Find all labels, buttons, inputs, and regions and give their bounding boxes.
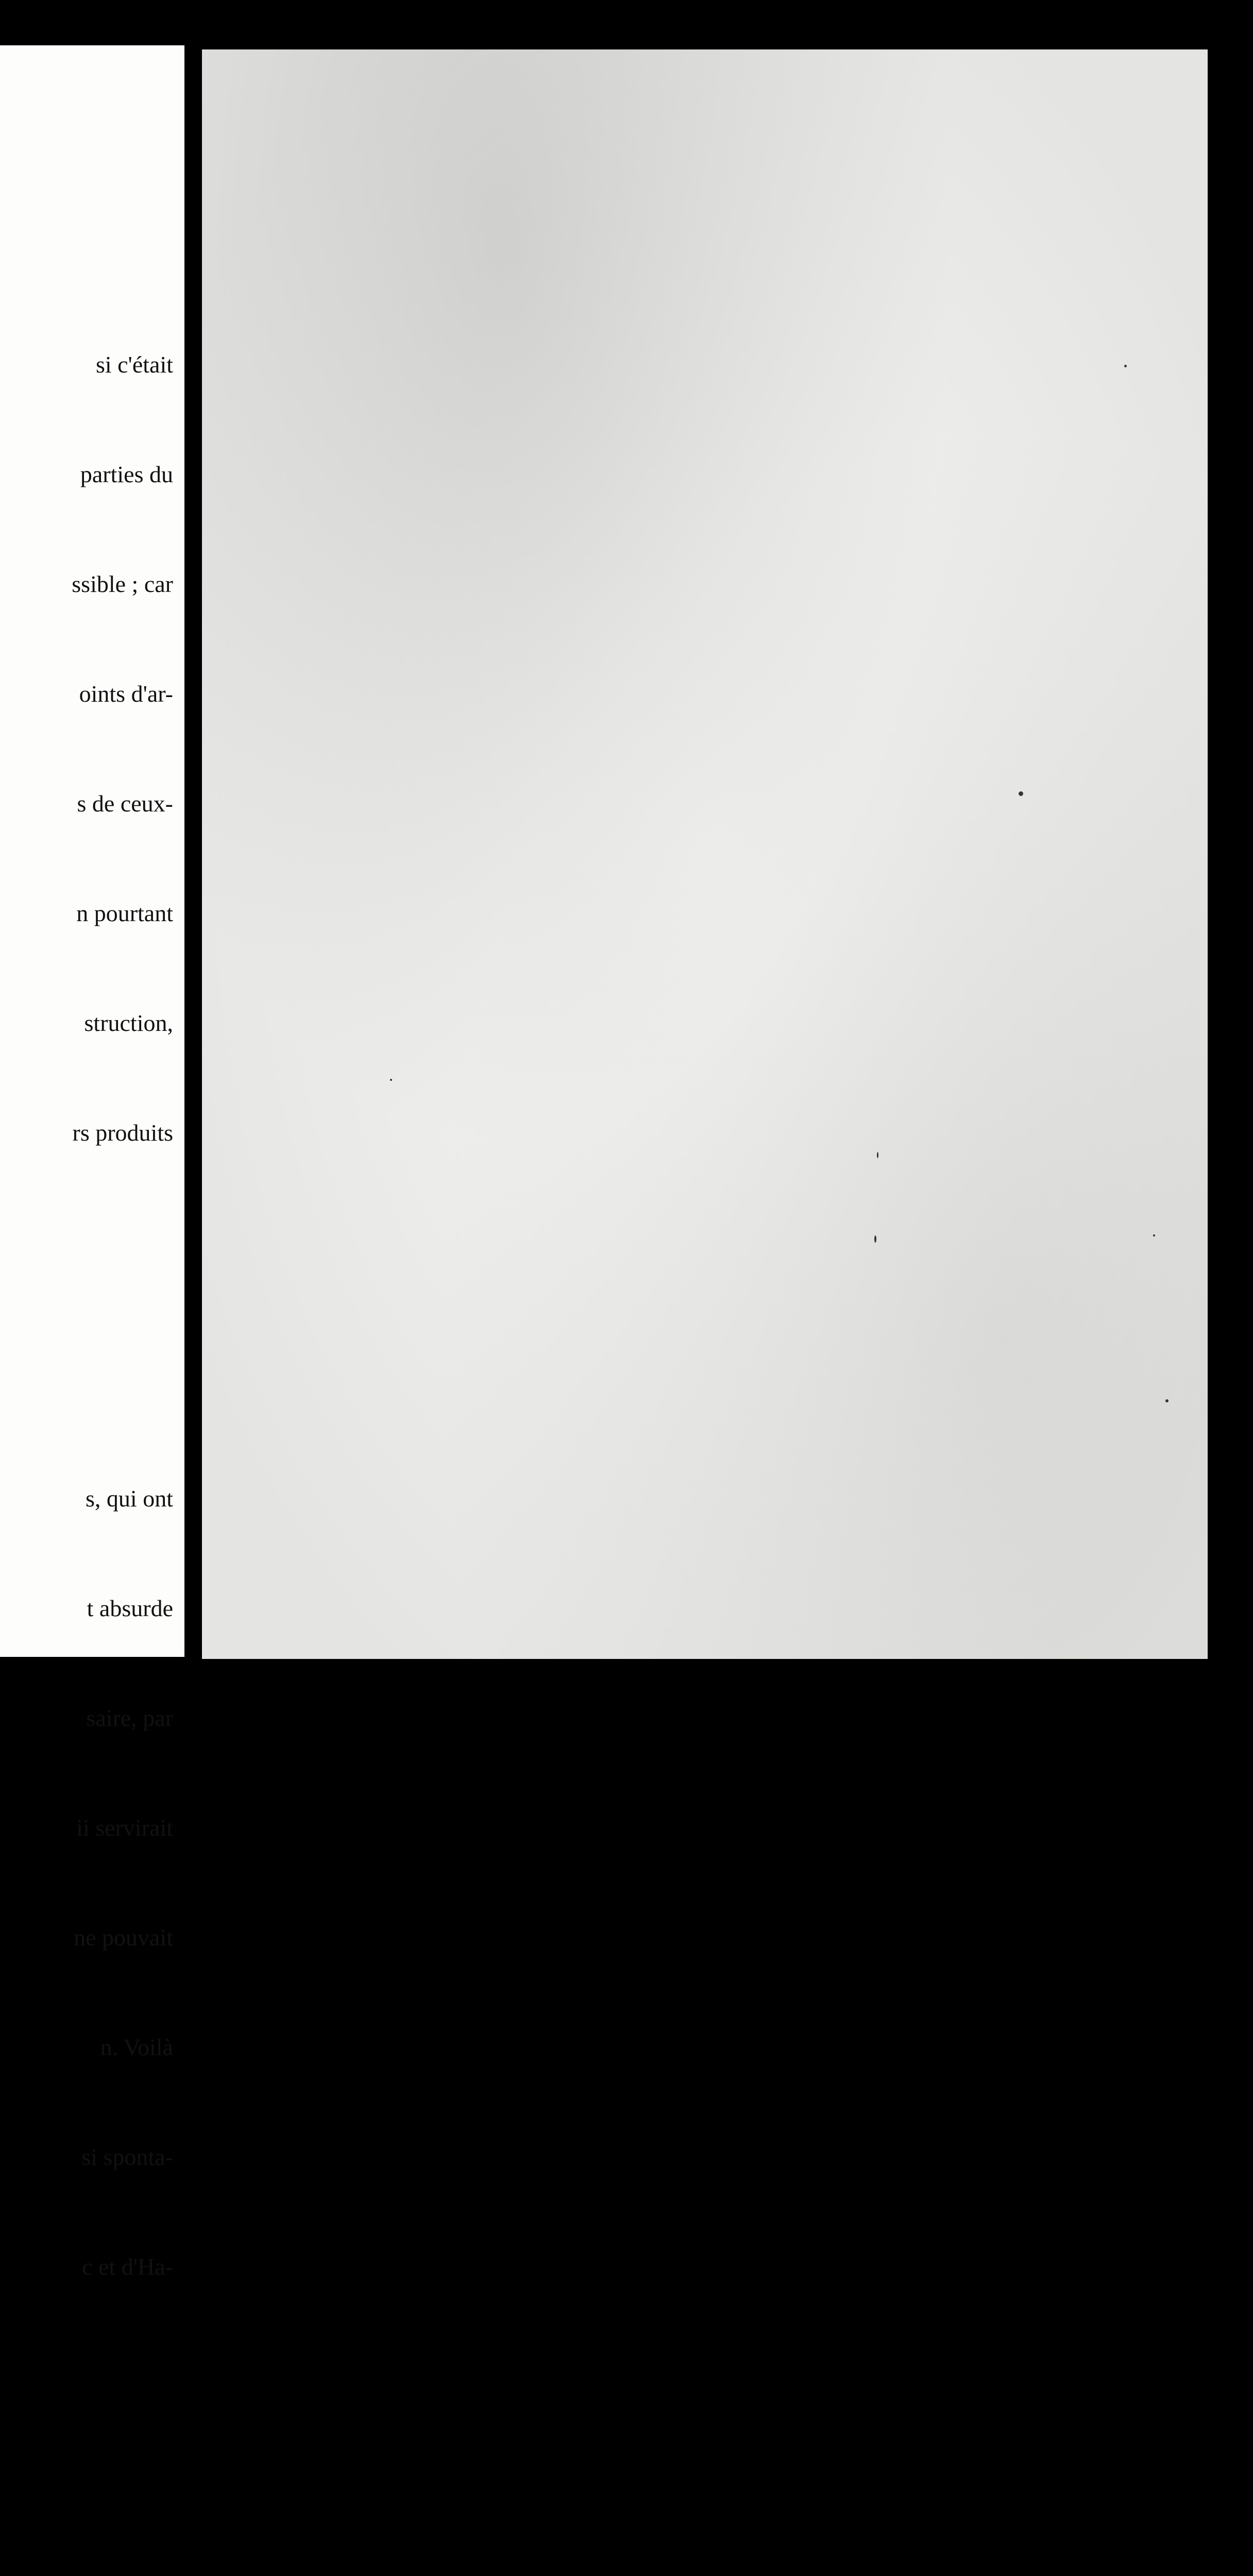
paper-speck <box>1124 365 1127 367</box>
left-page-text <box>72 200 173 2576</box>
text-line: t absurde <box>87 1595 173 1621</box>
text-line: ssible ; car <box>72 571 173 597</box>
paper-speck <box>874 1235 876 1243</box>
paragraph-1 <box>72 273 173 1224</box>
text-line: struction, <box>84 1010 173 1036</box>
text-line: si sponta- <box>81 2144 173 2170</box>
paragraph-gap <box>72 2431 173 2468</box>
paper-speck <box>1165 1399 1169 1402</box>
text-line: saire, par <box>86 1705 173 1731</box>
paper-speck <box>390 1079 392 1081</box>
text-line: ne pouvait <box>74 1924 173 1951</box>
paragraph-gap <box>72 1297 173 1334</box>
text-line: s, qui ont <box>86 1485 173 1512</box>
paragraph-2 <box>72 1407 173 2358</box>
paper-speck <box>1019 791 1023 796</box>
text-line: n. Voilà <box>100 2034 173 2060</box>
text-line: c et d'Ha- <box>82 2253 173 2280</box>
text-line: n pourtant <box>76 900 173 926</box>
scan-right-edge <box>1208 49 1253 1659</box>
paper-speck <box>877 1152 878 1158</box>
text-line: ii servirait <box>76 1815 173 1841</box>
text-line: oints d'ar- <box>79 681 173 707</box>
text-line: si c'était <box>95 351 173 378</box>
text-line: s de ceux- <box>77 790 173 817</box>
paragraph-3 <box>72 2541 173 2576</box>
paper-speck <box>1153 1234 1155 1236</box>
right-page-blank <box>202 49 1208 1659</box>
text-line: parties du <box>80 461 173 487</box>
text-line: rs produits <box>72 1120 173 1146</box>
left-page <box>0 45 184 2280</box>
book-gutter <box>195 49 202 1659</box>
